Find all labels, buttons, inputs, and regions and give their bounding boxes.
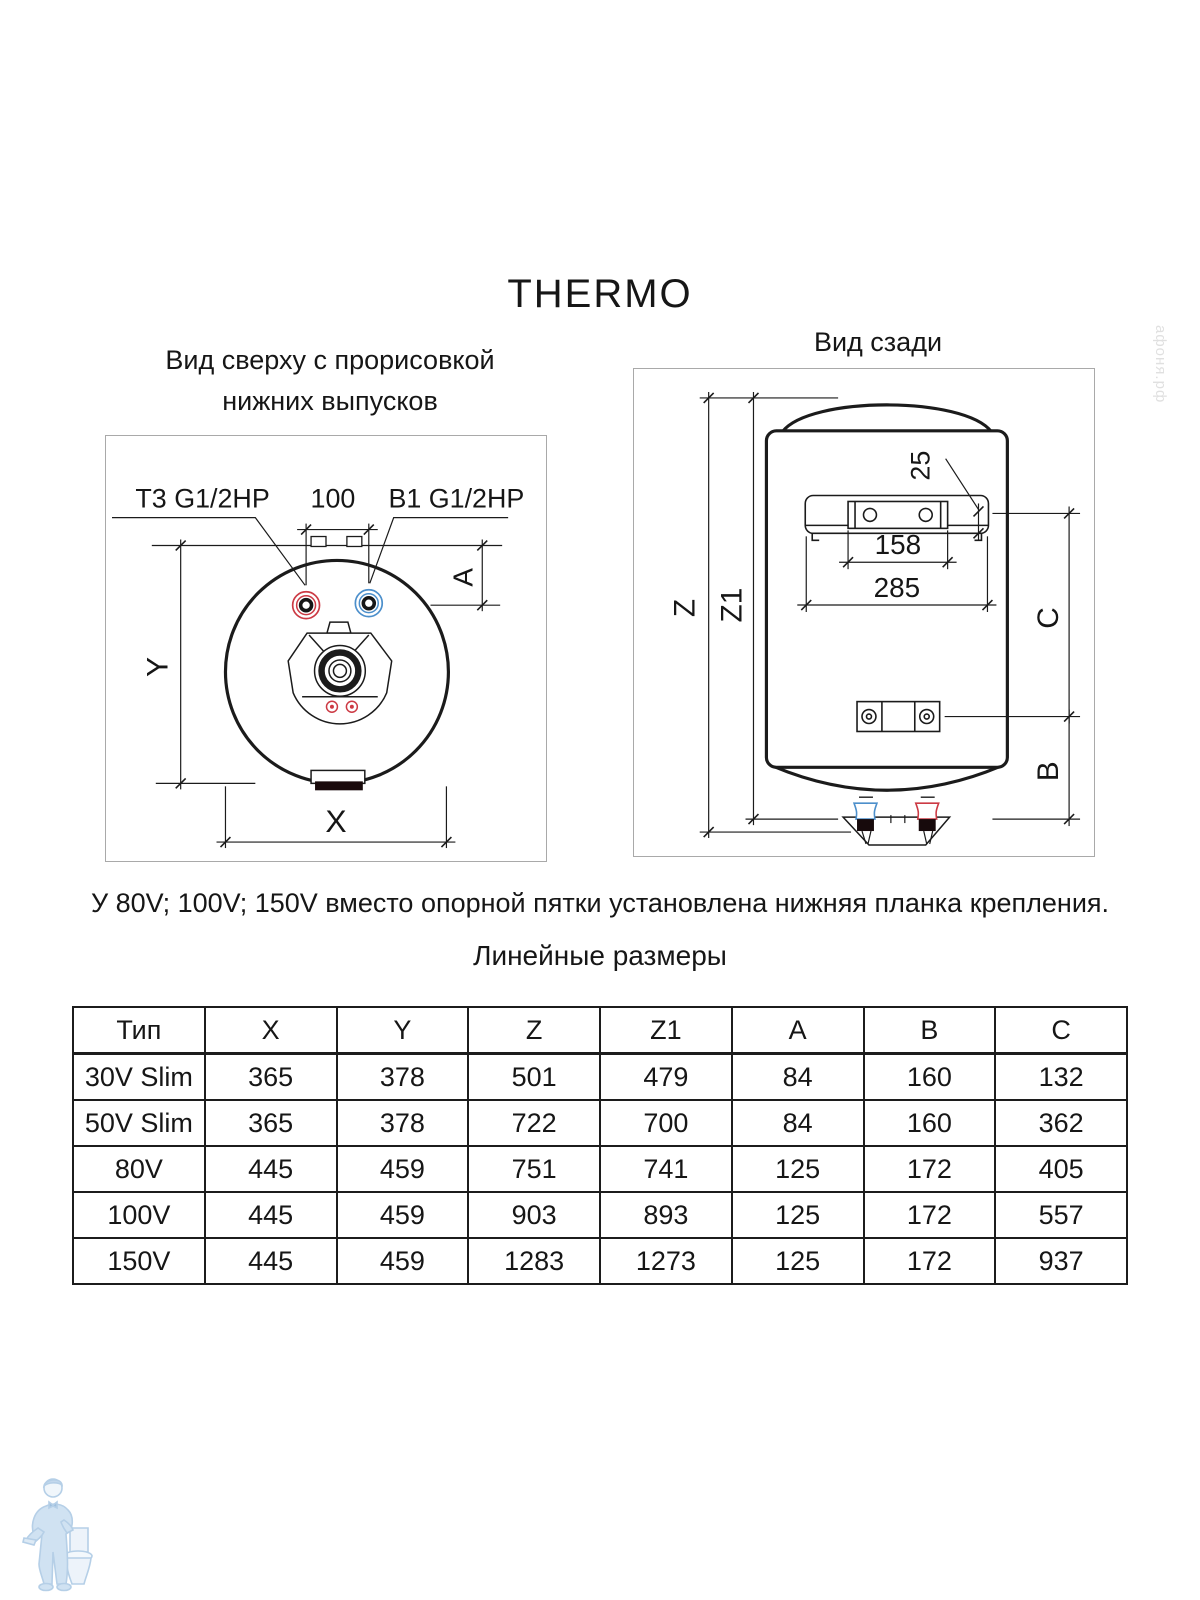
top-view-drawing (105, 435, 547, 862)
lower-mounting-bracket (857, 702, 940, 732)
table-row (73, 1192, 1127, 1238)
cell: 501 (468, 1054, 600, 1101)
col-header-y: Y (337, 1007, 469, 1054)
cell: 365 (205, 1100, 337, 1146)
bracket-width-label: 285 (873, 572, 921, 604)
cell: 378 (337, 1054, 469, 1101)
cell: 1283 (468, 1238, 600, 1284)
cell: 479 (600, 1054, 732, 1101)
cell: 903 (468, 1192, 600, 1238)
col-header-b: B (864, 1007, 996, 1054)
cell: 172 (864, 1192, 996, 1238)
cell: 741 (600, 1146, 732, 1192)
bracket-hole (919, 508, 932, 521)
dim-b-label: B (1032, 761, 1066, 782)
cell: 700 (600, 1100, 732, 1146)
dim-x-label: X (325, 803, 347, 840)
table-header-row (73, 1007, 1127, 1054)
watermark-plumber-logo (22, 1472, 102, 1594)
row-type: 100V (73, 1192, 205, 1238)
cell: 160 (864, 1100, 996, 1146)
table-row (73, 1238, 1127, 1284)
table-row (73, 1100, 1127, 1146)
cell: 365 (205, 1054, 337, 1101)
cell: 937 (995, 1238, 1127, 1284)
support-foot (311, 770, 365, 790)
dim-a-label: A (447, 568, 479, 587)
cell: 125 (732, 1192, 864, 1238)
heating-flange (288, 622, 392, 724)
hot-outlet-label: Т3 G1/2HP (135, 483, 270, 514)
cell: 125 (732, 1238, 864, 1284)
bracket-height-label: 25 (905, 450, 936, 481)
cell: 722 (468, 1100, 600, 1146)
cell: 445 (205, 1238, 337, 1284)
cell: 459 (337, 1238, 469, 1284)
cold-inlet-label: В1 G1/2HP (388, 483, 525, 514)
dim-y-label: Y (141, 656, 175, 677)
page-title: THERMO (507, 272, 693, 316)
rear-view-title: Вид сзади (813, 327, 943, 357)
table-row (73, 1054, 1127, 1101)
cell: 557 (995, 1192, 1127, 1238)
table-row (73, 1146, 1127, 1192)
table-title: Линейные размеры (473, 940, 727, 971)
cell: 459 (337, 1192, 469, 1238)
top-view-svg (106, 436, 544, 859)
cell: 459 (337, 1146, 469, 1192)
col-header-c: C (995, 1007, 1127, 1054)
bracket-hole (863, 508, 876, 521)
cell: 1273 (600, 1238, 732, 1284)
cell: 378 (337, 1100, 469, 1146)
col-header-type: Тип (73, 1007, 205, 1054)
top-view-title-line1: Вид сверху с прорисовкой (165, 345, 495, 375)
site-watermark: афоня.рф (1152, 325, 1169, 404)
row-type: 150V (73, 1238, 205, 1284)
cell: 172 (864, 1146, 996, 1192)
dim-c-label: C (1032, 607, 1066, 629)
cell: 445 (205, 1192, 337, 1238)
row-type: 30V Slim (73, 1054, 205, 1101)
dim-z1-label: Z1 (715, 587, 749, 623)
row-type: 50V Slim (73, 1100, 205, 1146)
dim-z-label: Z (668, 598, 702, 618)
top-view-title (130, 340, 530, 421)
rear-view-svg (634, 369, 1092, 854)
holes-distance-label: 158 (874, 529, 922, 561)
dimensions-table (72, 1006, 1128, 1285)
cell: 751 (468, 1146, 600, 1192)
hot-outlet-leader (112, 518, 305, 586)
top-view-title-line2: нижних выпусков (222, 385, 438, 416)
cell: 125 (732, 1146, 864, 1192)
hot-water-port (293, 592, 320, 619)
cell: 893 (600, 1192, 732, 1238)
ports-distance-label: 100 (310, 483, 356, 514)
cold-water-port (355, 590, 382, 617)
cell: 172 (864, 1238, 996, 1284)
cell: 405 (995, 1146, 1127, 1192)
cell: 160 (864, 1054, 996, 1101)
cell: 84 (732, 1054, 864, 1101)
col-header-z: Z (468, 1007, 600, 1054)
col-header-x: X (205, 1007, 337, 1054)
cell: 445 (205, 1146, 337, 1192)
mounting-note: У 80V; 100V; 150V вместо опорной пятки установлена нижняя планка крепления. (90, 888, 1110, 918)
col-header-a: A (732, 1007, 864, 1054)
row-type: 80V (73, 1146, 205, 1192)
cell: 84 (732, 1100, 864, 1146)
cell: 362 (995, 1100, 1127, 1146)
col-header-z1: Z1 (600, 1007, 732, 1054)
rear-view-drawing (633, 368, 1095, 857)
cell: 132 (995, 1054, 1127, 1101)
